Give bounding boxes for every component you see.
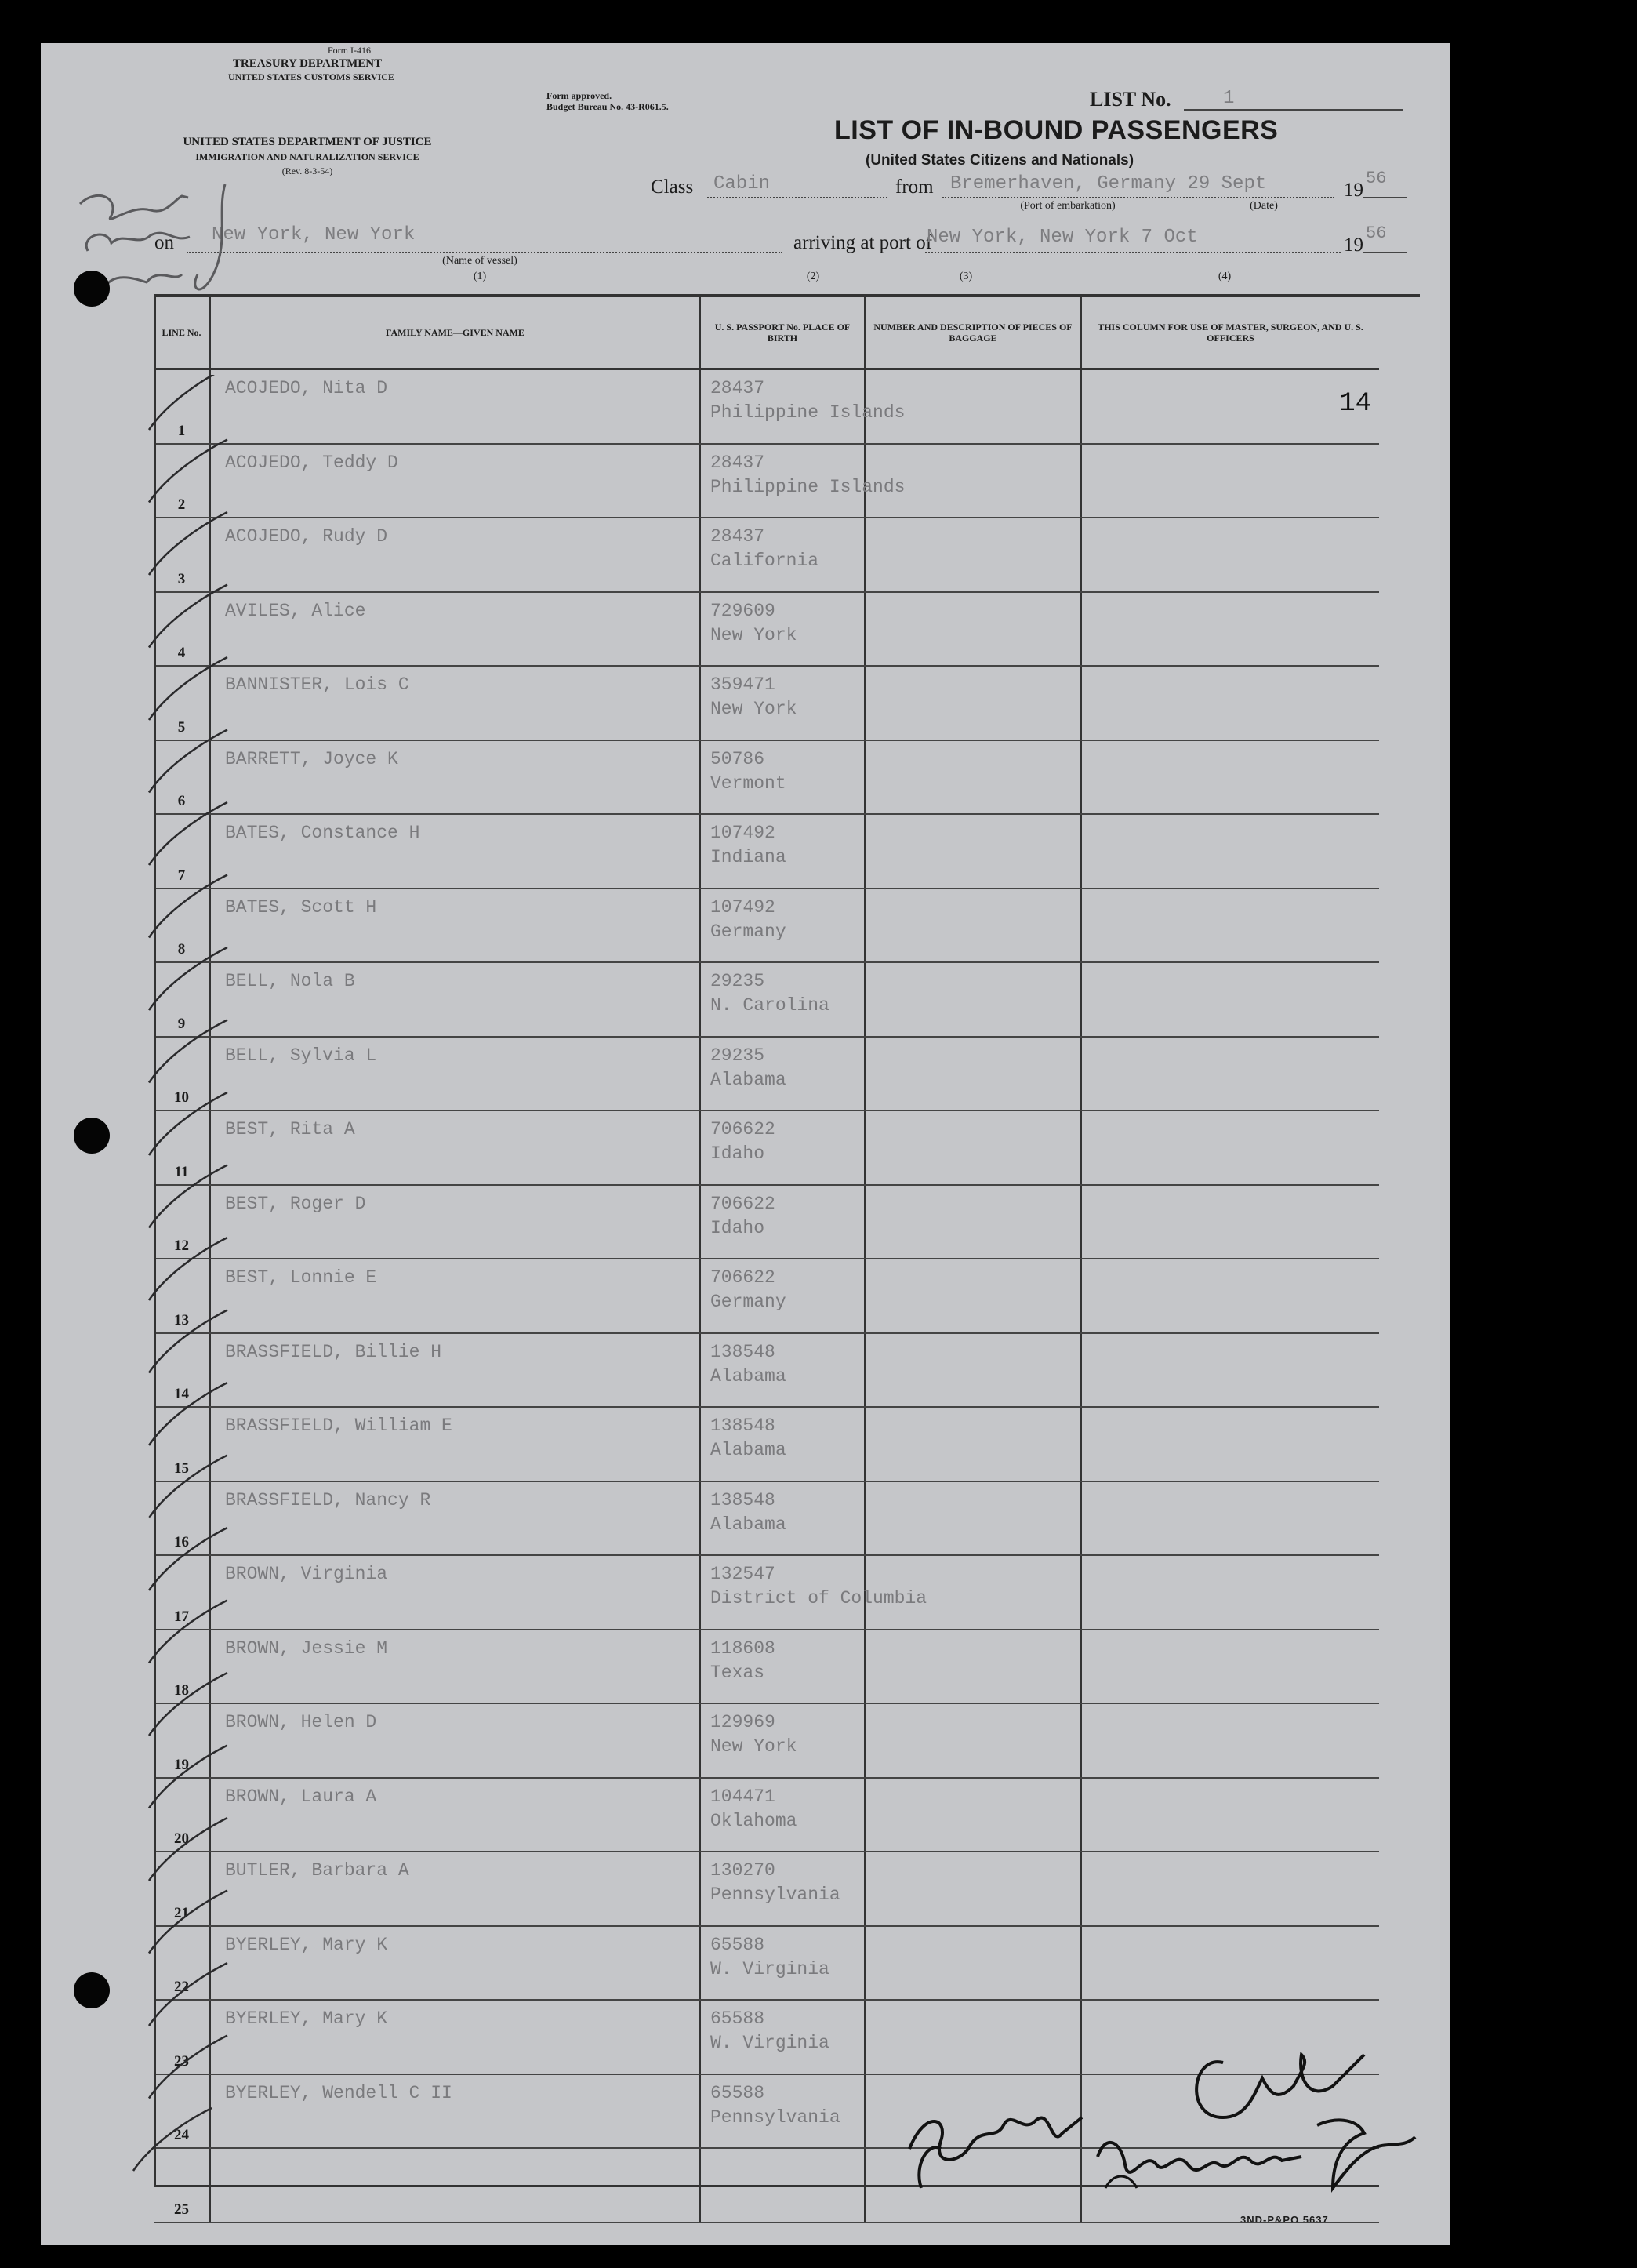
class-label: Class [651, 176, 694, 198]
name-cell [210, 1333, 700, 1408]
line-number: 4 [177, 645, 186, 661]
name-cell [210, 1110, 700, 1185]
officers-cell [1081, 962, 1379, 1037]
port-embarkation-caption: (Port of embarkation) [1020, 200, 1116, 212]
table-row [154, 1259, 1379, 1333]
place-of-birth: Germany [710, 1292, 786, 1312]
line-number: 23 [174, 2052, 189, 2070]
table-row [154, 1037, 1379, 1111]
baggage-cell [865, 444, 1081, 518]
on-label: on [154, 232, 174, 253]
officers-cell [1081, 1630, 1379, 1704]
check-mark [149, 875, 227, 938]
baggage-cell [865, 369, 1081, 444]
passport-cell [700, 1778, 865, 1852]
check-mark [149, 2036, 227, 2099]
passport-number: 138548 [710, 1489, 775, 1510]
passport-cell [700, 2000, 865, 2074]
line-number: 5 [177, 718, 186, 736]
passport-number: 138548 [710, 1341, 775, 1362]
from-value: Bremerhaven, Germany 29 Sept [950, 173, 1267, 194]
list-no-value: 1 [1223, 88, 1235, 109]
page-title: LIST OF IN-BOUND PASSENGERS [834, 115, 1279, 145]
officers-cell [1081, 518, 1379, 592]
revision-date: (Rev. 8-3-54) [281, 165, 333, 176]
col-number-4: (4) [1218, 271, 1232, 282]
check-mark [149, 1310, 227, 1373]
passport-cell [700, 1852, 865, 1926]
line-number: 17 [174, 1608, 189, 1625]
line-number: 20 [174, 1830, 189, 1847]
name-cell [210, 1555, 700, 1630]
passport-number: 118608 [710, 1637, 775, 1659]
passenger-name: BATES, Scott H [225, 896, 377, 918]
passenger-name: BEST, Lonnie E [225, 1267, 377, 1288]
place-of-birth: Indiana [710, 847, 786, 867]
line-number: 16 [174, 1534, 189, 1550]
place-of-birth: New York [710, 1736, 797, 1757]
passport-number: 706622 [710, 1119, 775, 1139]
baggage-cell [865, 1630, 1081, 1704]
line-number: 11 [174, 1163, 189, 1180]
name-cell [210, 1852, 700, 1926]
baggage-cell [865, 666, 1081, 740]
passport-cell [700, 666, 865, 740]
baggage-cell [865, 740, 1081, 815]
line-number: 6 [177, 793, 186, 809]
check-mark [133, 2108, 212, 2171]
passport-cell [700, 1481, 865, 1556]
name-cell [210, 518, 700, 592]
table-row [154, 1703, 1379, 1778]
table-row [154, 1185, 1379, 1259]
baggage-cell [865, 1407, 1081, 1481]
col-baggage: NUMBER AND DESCRIPTION OF PIECES OF BAGGAGE [865, 296, 1081, 369]
passport-number: 65588 [710, 1934, 765, 1955]
place-of-birth: Philippine Islands [710, 476, 906, 497]
passport-number: 28437 [710, 526, 765, 547]
passenger-name: BRASSFIELD, William E [225, 1416, 452, 1436]
passport-number: 65588 [710, 2082, 765, 2103]
passport-cell [700, 1703, 865, 1778]
place-of-birth: Alabama [710, 1440, 786, 1460]
class-underline [707, 197, 887, 198]
name-cell [210, 1037, 700, 1111]
col-passport: U. S. PASSPORT No. PLACE OF BIRTH [700, 296, 865, 369]
year-underline-1 [1363, 197, 1407, 198]
passenger-name: BYERLEY, Mary K [225, 1934, 388, 1955]
passport-cell [700, 1555, 927, 1630]
check-marks [118, 375, 243, 2202]
baggage-cell [865, 1185, 1081, 1259]
col-name: FAMILY NAME—GIVEN NAME [210, 296, 700, 369]
place-of-birth: New York [710, 699, 797, 719]
officers-cell [1081, 1259, 1379, 1333]
passenger-name: BRASSFIELD, Billie H [225, 1341, 442, 1362]
officers-cell [1081, 1037, 1379, 1111]
baggage-cell [865, 1778, 1081, 1852]
passenger-name: BATES, Constance H [225, 823, 420, 843]
name-cell [210, 1926, 700, 2001]
baggage-cell [865, 1259, 1081, 1333]
passport-number: 706622 [710, 1193, 775, 1214]
customs-service: UNITED STATES CUSTOMS SERVICE [228, 71, 394, 82]
line-number: 21 [174, 1904, 189, 1921]
officers-cell [1081, 1110, 1379, 1185]
passport-number: 104471 [710, 1786, 775, 1807]
year-suffix-2: 56 [1366, 224, 1387, 243]
line-number: 10 [174, 1089, 189, 1106]
line-number: 13 [174, 1311, 189, 1328]
name-cell [210, 1778, 700, 1852]
passport-cell [700, 1110, 865, 1185]
passport-cell [700, 740, 865, 815]
baggage-cell [865, 1555, 1081, 1630]
table-row [154, 1110, 1379, 1185]
line-number: 7 [177, 867, 186, 884]
table-row [154, 1852, 1379, 1926]
check-mark [149, 1528, 227, 1590]
year-prefix-1: 19 [1344, 180, 1363, 201]
officers-cell [1081, 1555, 1379, 1630]
line-number: 1 [177, 422, 186, 439]
name-cell [210, 1481, 700, 1556]
col-number-1: (1) [473, 271, 487, 282]
officers-cell [1081, 666, 1379, 740]
name-cell [210, 592, 700, 667]
place-of-birth: California [710, 551, 819, 571]
baggage-cell [865, 889, 1081, 963]
table-header [154, 296, 1379, 369]
passport-cell [700, 1926, 865, 2001]
officers-cell [1081, 1926, 1379, 2001]
passport-number: 29235 [710, 971, 765, 991]
check-mark [149, 1383, 227, 1445]
name-cell [210, 740, 700, 815]
footer-code: 3ND-P&PO 5637 [1240, 2214, 1329, 2226]
place-of-birth: W. Virginia [710, 1958, 829, 1979]
passport-number: 138548 [710, 1416, 775, 1436]
passport-number: 50786 [710, 748, 765, 769]
passport-number: 706622 [710, 1267, 775, 1288]
baggage-cell [865, 1852, 1081, 1926]
passenger-name: BEST, Roger D [225, 1193, 366, 1214]
table-row [154, 1407, 1379, 1481]
line-number: 18 [174, 1682, 189, 1699]
name-cell [210, 369, 700, 444]
check-mark [149, 1456, 227, 1518]
check-mark [149, 1092, 227, 1155]
officers-cell [1081, 1778, 1379, 1852]
col-number-3: (3) [959, 271, 973, 282]
passenger-name: BROWN, Laura A [225, 1786, 377, 1807]
check-mark [149, 1165, 227, 1228]
check-mark [149, 1601, 227, 1663]
line-number: 19 [174, 1756, 189, 1773]
punch-hole-middle [74, 1118, 110, 1154]
form-approved: Form approved. [546, 90, 612, 101]
baggage-cell [865, 1926, 1081, 2001]
list-no-label: LIST No. [1090, 88, 1171, 111]
check-mark [149, 1673, 227, 1736]
passenger-name: BUTLER, Barbara A [225, 1860, 409, 1881]
table-row [154, 740, 1379, 815]
col-line-no: LINE No. [154, 296, 210, 369]
baggage-cell [865, 1110, 1081, 1185]
col-number-2: (2) [806, 271, 820, 282]
place-of-birth: Alabama [710, 1069, 786, 1090]
passport-cell [700, 518, 865, 592]
passenger-name: BROWN, Jessie M [225, 1637, 388, 1659]
name-cell [210, 889, 700, 963]
vessel-caption: (Name of vessel) [442, 255, 517, 267]
budget-bureau: Budget Bureau No. 43-R061.5. [546, 101, 669, 112]
line-number: 12 [174, 1238, 189, 1254]
list-no-underline [1184, 109, 1403, 111]
passenger-name: BROWN, Virginia [225, 1564, 388, 1584]
check-mark [149, 375, 227, 430]
passport-cell [700, 1333, 865, 1408]
name-cell [210, 1407, 700, 1481]
name-cell [210, 1703, 700, 1778]
check-mark [149, 730, 227, 793]
name-cell [210, 1185, 700, 1259]
line-number: 8 [177, 941, 186, 958]
passport-cell [700, 814, 865, 889]
arrival-underline [925, 252, 1341, 253]
name-cell [210, 2000, 700, 2074]
passport-number: 28437 [710, 452, 765, 473]
table-row [154, 1630, 1379, 1704]
passport-cell [700, 444, 906, 518]
passport-number: 132547 [710, 1564, 775, 1584]
passport-cell [700, 962, 865, 1037]
baggage-cell [865, 518, 1081, 592]
place-of-birth: Texas [710, 1662, 765, 1683]
place-of-birth: District of Columbia [710, 1588, 927, 1608]
passport-cell [700, 889, 865, 963]
passport-number: 107492 [710, 896, 775, 918]
table-row [154, 962, 1379, 1037]
officers-cell [1081, 889, 1379, 963]
place-of-birth: Idaho [710, 1217, 765, 1238]
line-number: 15 [174, 1459, 189, 1477]
place-of-birth: Pennsylvania [710, 2106, 840, 2128]
baggage-cell [865, 814, 1081, 889]
officers-cell [1081, 1333, 1379, 1408]
check-mark [149, 1746, 227, 1808]
officers-cell [1081, 369, 1379, 444]
vessel-underline [187, 252, 782, 253]
check-mark [149, 1818, 227, 1881]
name-cell [210, 444, 700, 518]
ins-service: IMMIGRATION AND NATURALIZATION SERVICE [195, 151, 419, 162]
passport-number: 107492 [710, 823, 775, 843]
passenger-name: BYERLEY, Wendell C II [225, 2082, 452, 2103]
passenger-name: BRASSFIELD, Nancy R [225, 1489, 431, 1510]
arriving-label: arriving at port of [793, 232, 933, 253]
line-number: 9 [177, 1015, 186, 1032]
passport-cell [700, 1259, 865, 1333]
name-cell [210, 1259, 700, 1333]
date-caption: (Date) [1250, 200, 1278, 212]
line-number: 14 [174, 1386, 189, 1402]
officer-note: 14 [1339, 389, 1371, 419]
place-of-birth: Pennsylvania [710, 1885, 840, 1905]
name-cell [210, 666, 700, 740]
baggage-cell [865, 962, 1081, 1037]
check-mark [149, 1020, 227, 1083]
place-of-birth: Vermont [710, 772, 786, 794]
passport-number: 729609 [710, 600, 775, 621]
officers-cell [1081, 1407, 1379, 1481]
officers-cell [1081, 1852, 1379, 1926]
col-officers: THIS COLUMN FOR USE OF MASTER, SURGEON, AND U. S. OFFICERS [1081, 296, 1379, 369]
department-of-justice: UNITED STATES DEPARTMENT OF JUSTICE [183, 136, 432, 148]
check-mark [149, 585, 227, 648]
punch-hole-bottom [74, 1972, 110, 2008]
table-row [154, 444, 1379, 518]
arrival-value: New York, New York 7 Oct [927, 227, 1198, 248]
passenger-name: BROWN, Helen D [225, 1712, 377, 1732]
passenger-name: BEST, Rita A [225, 1119, 355, 1139]
table-row [154, 518, 1379, 592]
table-row [154, 1926, 1379, 2001]
passenger-name: BELL, Nola B [225, 971, 355, 991]
line-number: 2 [177, 496, 186, 513]
officers-cell [1081, 1185, 1379, 1259]
passport-cell [700, 1630, 865, 1704]
table-row [154, 369, 1379, 444]
place-of-birth: N. Carolina [710, 995, 829, 1016]
passport-cell [700, 1407, 865, 1481]
table-row [154, 1555, 1379, 1630]
passenger-name: ACOJEDO, Rudy D [225, 526, 388, 547]
table-body [154, 369, 1379, 2223]
passport-number: 29235 [710, 1045, 765, 1066]
page-subtitle: (United States Citizens and Nationals) [866, 152, 1134, 169]
baggage-cell [865, 592, 1081, 667]
name-cell [210, 1630, 700, 1704]
vessel-value: New York, New York [212, 224, 416, 245]
baggage-cell [865, 1481, 1081, 1556]
passport-cell [700, 2074, 865, 2149]
line-number: 3 [177, 570, 186, 587]
place-of-birth: Idaho [710, 1143, 765, 1164]
check-mark [149, 512, 227, 575]
passport-number: 65588 [710, 2008, 765, 2029]
baggage-cell [865, 1703, 1081, 1778]
inspector-signature [894, 2031, 1443, 2219]
place-of-birth: Philippine Islands [710, 402, 906, 423]
officers-cell [1081, 592, 1379, 667]
table-row [154, 1333, 1379, 1408]
passenger-name: ACOJEDO, Nita D [225, 378, 388, 398]
year-underline-2 [1363, 252, 1407, 253]
baggage-cell [865, 1037, 1081, 1111]
place-of-birth: Alabama [710, 1365, 786, 1387]
passenger-table [154, 296, 1379, 2223]
treasury-department: TREASURY DEPARTMENT [232, 57, 383, 70]
table-row [154, 592, 1379, 667]
table-row [154, 814, 1379, 889]
line-number: 22 [174, 1979, 189, 1995]
name-cell [210, 962, 700, 1037]
year-suffix-1: 56 [1366, 169, 1387, 188]
passenger-name: ACOJEDO, Teddy D [225, 452, 398, 473]
class-value: Cabin [713, 173, 771, 194]
passport-number: 130270 [710, 1860, 775, 1881]
passenger-name: AVILES, Alice [225, 600, 366, 621]
form-number: Form I-416 [328, 45, 371, 56]
name-cell [210, 814, 700, 889]
name-cell [210, 2074, 700, 2149]
check-mark [149, 657, 227, 720]
place-of-birth: Oklahoma [710, 1810, 797, 1831]
check-mark [149, 947, 227, 1010]
passenger-name: BYERLEY, Mary K [225, 2008, 388, 2029]
check-mark [149, 1963, 227, 2026]
place-of-birth: New York [710, 624, 797, 645]
passport-number: 28437 [710, 378, 765, 398]
check-mark [149, 1891, 227, 1954]
check-mark [149, 802, 227, 865]
passport-cell [700, 1037, 865, 1111]
passenger-name: BANNISTER, Lois C [225, 674, 409, 695]
check-mark [149, 1238, 227, 1300]
officers-cell [1081, 814, 1379, 889]
place-of-birth: W. Virginia [710, 2033, 829, 2053]
officers-cell [1081, 740, 1379, 815]
officers-cell [1081, 1481, 1379, 1556]
passenger-name: BELL, Sylvia L [225, 1045, 377, 1066]
passport-cell [700, 369, 906, 444]
officers-cell [1081, 444, 1379, 518]
from-underline [942, 197, 1334, 198]
officers-cell [1081, 1703, 1379, 1778]
table-row [154, 666, 1379, 740]
passport-number: 129969 [710, 1712, 775, 1732]
place-of-birth: Germany [710, 921, 786, 942]
table-row [154, 889, 1379, 963]
check-mark [149, 440, 227, 503]
passport-cell [700, 592, 865, 667]
line-number: 24 [174, 2127, 189, 2143]
punch-hole-top [74, 271, 110, 307]
line-number: 25 [174, 2201, 189, 2218]
passport-cell [700, 1185, 865, 1259]
table-row [154, 1778, 1379, 1852]
place-of-birth: Alabama [710, 1514, 786, 1535]
baggage-cell [865, 1333, 1081, 1408]
passenger-name: BARRETT, Joyce K [225, 748, 398, 769]
from-label: from [895, 176, 934, 198]
year-prefix-2: 19 [1344, 234, 1363, 256]
passport-number: 359471 [710, 674, 775, 695]
table-row [154, 1481, 1379, 1556]
